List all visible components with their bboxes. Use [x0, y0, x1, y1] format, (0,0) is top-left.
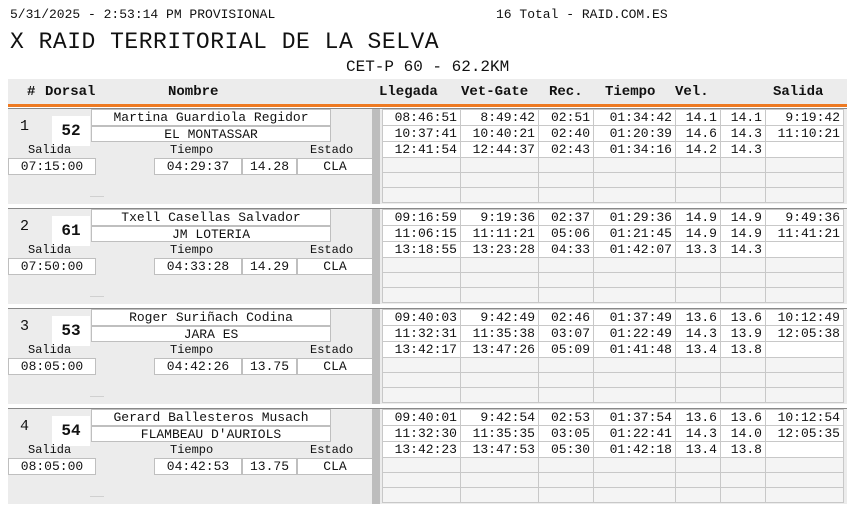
col-nombre: Nombre: [168, 84, 219, 100]
rider-name: Roger Suriñach Codina: [91, 309, 331, 326]
table-cell: [766, 188, 844, 203]
table-cell: 11:41:21: [766, 226, 844, 242]
table-cell: 01:29:36: [594, 210, 676, 226]
rider-block: [8, 408, 847, 504]
loop-table: [382, 409, 844, 503]
table-cell: [461, 188, 539, 203]
average-speed: 13.75: [242, 358, 297, 375]
rider-name: Txell Casellas Salvador: [91, 209, 331, 226]
table-cell: [539, 173, 594, 188]
table-cell: 01:37:54: [594, 410, 676, 426]
table-cell: 9:42:54: [461, 410, 539, 426]
table-cell: 13.6: [676, 310, 721, 326]
dorsal-number: 53: [52, 316, 90, 346]
table-cell: [676, 473, 721, 488]
table-cell: [461, 388, 539, 403]
table-row: [383, 258, 844, 273]
table-cell: [721, 158, 766, 173]
table-row: [383, 142, 844, 158]
table-cell: [383, 258, 461, 273]
column-separator: [372, 309, 380, 404]
tiempo-label: Tiempo: [170, 143, 214, 157]
table-cell: [539, 373, 594, 388]
table-cell: [766, 258, 844, 273]
table-cell: [383, 388, 461, 403]
table-cell: [766, 158, 844, 173]
col-salida: Salida: [773, 84, 824, 100]
col-rec: Rec.: [549, 84, 583, 100]
table-cell: [766, 142, 844, 158]
position: 4: [20, 418, 30, 435]
table-cell: [594, 273, 676, 288]
table-cell: [461, 288, 539, 303]
table-row: [383, 358, 844, 373]
table-cell: [766, 273, 844, 288]
table-cell: [676, 158, 721, 173]
table-cell: [766, 442, 844, 458]
table-cell: [766, 473, 844, 488]
start-time: 07:15:00: [8, 158, 96, 175]
table-cell: 09:40:01: [383, 410, 461, 426]
table-cell: [539, 258, 594, 273]
table-cell: [676, 458, 721, 473]
status-value: CLA: [297, 258, 373, 275]
total-time: 04:42:53: [154, 458, 242, 475]
table-row: [383, 326, 844, 342]
table-cell: [383, 358, 461, 373]
table-row: [383, 126, 844, 142]
status-value: CLA: [297, 158, 373, 175]
table-cell: [383, 373, 461, 388]
table-row: [383, 388, 844, 403]
table-cell: 09:40:03: [383, 310, 461, 326]
table-cell: [461, 258, 539, 273]
table-cell: [721, 258, 766, 273]
team-name: JM LOTERIA: [91, 226, 331, 242]
loop-table: [382, 209, 844, 303]
salida-label: Salida: [28, 143, 72, 157]
table-cell: 8:49:42: [461, 110, 539, 126]
table-cell: 14.3: [721, 126, 766, 142]
table-cell: [721, 273, 766, 288]
position: 2: [20, 218, 30, 235]
dorsal-number: 61: [52, 216, 90, 246]
table-cell: [766, 458, 844, 473]
table-cell: [676, 358, 721, 373]
block-tick: [90, 396, 104, 397]
table-row: [383, 158, 844, 173]
table-cell: 13:47:26: [461, 342, 539, 358]
table-cell: 14.9: [721, 226, 766, 242]
table-cell: [461, 473, 539, 488]
salida-label: Salida: [28, 243, 72, 257]
table-cell: [766, 173, 844, 188]
average-speed: 14.28: [242, 158, 297, 175]
table-cell: 02:53: [539, 410, 594, 426]
table-cell: 13:23:28: [461, 242, 539, 258]
table-cell: 11:10:21: [766, 126, 844, 142]
position: 3: [20, 318, 30, 335]
estado-label: Estado: [310, 343, 354, 357]
rider-block: [8, 308, 847, 404]
table-cell: 14.3: [676, 426, 721, 442]
salida-label: Salida: [28, 343, 72, 357]
table-cell: 12:05:35: [766, 426, 844, 442]
table-row: [383, 373, 844, 388]
table-cell: [383, 288, 461, 303]
table-cell: [461, 358, 539, 373]
table-cell: 13:42:17: [383, 342, 461, 358]
rider-block: [8, 208, 847, 304]
table-cell: [594, 288, 676, 303]
table-cell: [721, 358, 766, 373]
table-cell: [461, 373, 539, 388]
table-row: [383, 442, 844, 458]
table-cell: [539, 458, 594, 473]
table-cell: [539, 488, 594, 503]
table-cell: 13.6: [721, 410, 766, 426]
table-cell: [676, 258, 721, 273]
page-title: X RAID TERRITORIAL DE LA SELVA: [10, 29, 440, 55]
table-cell: 01:22:41: [594, 426, 676, 442]
table-cell: [594, 173, 676, 188]
table-cell: [721, 388, 766, 403]
rider-name: Martina Guardiola Regidor: [91, 109, 331, 126]
col-vel: Vel.: [675, 84, 709, 100]
table-cell: [676, 288, 721, 303]
table-cell: [383, 158, 461, 173]
status-value: CLA: [297, 458, 373, 475]
table-cell: 02:40: [539, 126, 594, 142]
table-cell: [539, 273, 594, 288]
table-cell: [539, 388, 594, 403]
table-cell: [594, 188, 676, 203]
table-cell: [676, 373, 721, 388]
table-row: [383, 242, 844, 258]
table-cell: 13.8: [721, 342, 766, 358]
table-cell: [383, 273, 461, 288]
table-cell: 9:49:36: [766, 210, 844, 226]
table-row: [383, 110, 844, 126]
table-cell: 05:06: [539, 226, 594, 242]
table-cell: 13:47:53: [461, 442, 539, 458]
table-cell: [721, 473, 766, 488]
table-row: [383, 310, 844, 326]
table-cell: [594, 158, 676, 173]
table-cell: [383, 458, 461, 473]
table-row: [383, 342, 844, 358]
table-cell: 13:42:23: [383, 442, 461, 458]
tiempo-label: Tiempo: [170, 443, 214, 457]
table-cell: [594, 473, 676, 488]
table-row: [383, 273, 844, 288]
table-cell: 13.4: [676, 342, 721, 358]
table-cell: 11:35:38: [461, 326, 539, 342]
table-cell: [766, 358, 844, 373]
table-cell: [383, 188, 461, 203]
tiempo-label: Tiempo: [170, 343, 214, 357]
table-cell: 13.4: [676, 442, 721, 458]
table-cell: [383, 488, 461, 503]
rider-block: [8, 108, 847, 204]
table-cell: [594, 488, 676, 503]
table-cell: [594, 388, 676, 403]
table-cell: 9:42:49: [461, 310, 539, 326]
table-cell: 9:19:36: [461, 210, 539, 226]
table-cell: 14.0: [721, 426, 766, 442]
block-tick: [90, 196, 104, 197]
table-cell: 10:12:54: [766, 410, 844, 426]
table-cell: 14.3: [721, 142, 766, 158]
table-cell: [766, 388, 844, 403]
start-time: 07:50:00: [8, 258, 96, 275]
table-cell: [539, 288, 594, 303]
table-cell: [766, 342, 844, 358]
table-cell: 11:11:21: [461, 226, 539, 242]
estado-label: Estado: [310, 443, 354, 457]
rider-name: Gerard Ballesteros Musach: [91, 409, 331, 426]
table-cell: [721, 488, 766, 503]
table-cell: 12:05:38: [766, 326, 844, 342]
table-cell: [676, 173, 721, 188]
table-cell: [383, 173, 461, 188]
table-cell: 14.1: [676, 110, 721, 126]
table-cell: 03:05: [539, 426, 594, 442]
table-row: [383, 410, 844, 426]
table-cell: 09:16:59: [383, 210, 461, 226]
table-cell: 11:35:35: [461, 426, 539, 442]
table-cell: 02:43: [539, 142, 594, 158]
table-cell: 04:33: [539, 242, 594, 258]
col-llegada: Llegada: [379, 84, 438, 100]
block-tick: [90, 296, 104, 297]
table-cell: [539, 188, 594, 203]
table-cell: [766, 288, 844, 303]
col-dorsal: Dorsal: [45, 84, 96, 100]
table-cell: 01:41:48: [594, 342, 676, 358]
dorsal-number: 54: [52, 416, 90, 446]
table-cell: 08:46:51: [383, 110, 461, 126]
table-cell: 11:32:30: [383, 426, 461, 442]
table-cell: 9:19:42: [766, 110, 844, 126]
col-vetgate: Vet-Gate: [461, 84, 529, 100]
table-cell: 14.1: [721, 110, 766, 126]
table-cell: 02:51: [539, 110, 594, 126]
table-row: [383, 458, 844, 473]
table-cell: [676, 273, 721, 288]
table-cell: 11:32:31: [383, 326, 461, 342]
table-cell: [383, 473, 461, 488]
table-cell: 13.6: [676, 410, 721, 426]
block-tick: [90, 496, 104, 497]
table-cell: [461, 273, 539, 288]
team-name: EL MONTASSAR: [91, 126, 331, 142]
table-cell: [721, 458, 766, 473]
column-separator: [372, 209, 380, 304]
table-cell: [721, 288, 766, 303]
table-cell: 01:37:49: [594, 310, 676, 326]
total-time: 04:33:28: [154, 258, 242, 275]
table-cell: 01:34:42: [594, 110, 676, 126]
category-subtitle: CET-P 60 - 62.2KM: [346, 58, 510, 76]
position: 1: [20, 118, 30, 135]
table-cell: [721, 188, 766, 203]
table-row: [383, 173, 844, 188]
table-cell: [594, 258, 676, 273]
table-cell: [539, 473, 594, 488]
total-count: 16 Total - RAID.COM.ES: [496, 7, 668, 22]
table-cell: [594, 358, 676, 373]
table-cell: 01:22:49: [594, 326, 676, 342]
column-separator: [372, 109, 380, 204]
table-cell: [594, 458, 676, 473]
table-cell: 13.8: [721, 442, 766, 458]
table-cell: [676, 188, 721, 203]
total-time: 04:42:26: [154, 358, 242, 375]
table-cell: 14.9: [676, 210, 721, 226]
table-cell: 10:12:49: [766, 310, 844, 326]
table-cell: 01:42:07: [594, 242, 676, 258]
loop-table: [382, 109, 844, 203]
total-time: 04:29:37: [154, 158, 242, 175]
table-cell: 14.2: [676, 142, 721, 158]
status-value: CLA: [297, 358, 373, 375]
table-row: [383, 473, 844, 488]
table-cell: [766, 373, 844, 388]
table-cell: [461, 158, 539, 173]
start-time: 08:05:00: [8, 458, 96, 475]
table-row: [383, 210, 844, 226]
table-cell: 12:41:54: [383, 142, 461, 158]
table-cell: 10:40:21: [461, 126, 539, 142]
table-cell: 12:44:37: [461, 142, 539, 158]
dorsal-number: 52: [52, 116, 90, 146]
salida-label: Salida: [28, 443, 72, 457]
table-cell: 10:37:41: [383, 126, 461, 142]
table-cell: 11:06:15: [383, 226, 461, 242]
table-cell: 13.6: [721, 310, 766, 326]
table-row: [383, 288, 844, 303]
table-cell: 13.3: [676, 242, 721, 258]
table-cell: [721, 173, 766, 188]
table-row: [383, 226, 844, 242]
table-cell: 02:46: [539, 310, 594, 326]
loop-table: [382, 309, 844, 403]
table-cell: [676, 388, 721, 403]
table-cell: 05:09: [539, 342, 594, 358]
table-cell: 01:42:18: [594, 442, 676, 458]
table-cell: [594, 373, 676, 388]
table-cell: [461, 173, 539, 188]
report-timestamp: 5/31/2025 - 2:53:14 PM PROVISIONAL: [10, 7, 276, 22]
table-cell: [766, 242, 844, 258]
table-cell: [721, 373, 766, 388]
start-time: 08:05:00: [8, 358, 96, 375]
table-cell: 13:18:55: [383, 242, 461, 258]
average-speed: 14.29: [242, 258, 297, 275]
table-cell: 03:07: [539, 326, 594, 342]
col-num: #: [27, 84, 36, 100]
table-cell: 02:37: [539, 210, 594, 226]
table-cell: 14.3: [676, 326, 721, 342]
header-divider: [8, 104, 847, 107]
col-tiempo: Tiempo: [605, 84, 656, 100]
table-cell: 05:30: [539, 442, 594, 458]
table-cell: 01:20:39: [594, 126, 676, 142]
tiempo-label: Tiempo: [170, 243, 214, 257]
average-speed: 13.75: [242, 458, 297, 475]
table-cell: 14.9: [676, 226, 721, 242]
team-name: FLAMBEAU D'AURIOLS: [91, 426, 331, 442]
table-cell: 01:34:16: [594, 142, 676, 158]
table-cell: [766, 488, 844, 503]
table-row: [383, 188, 844, 203]
table-cell: [539, 358, 594, 373]
column-header-bar: [8, 79, 847, 104]
table-row: [383, 488, 844, 503]
column-separator: [372, 409, 380, 504]
table-row: [383, 426, 844, 442]
table-cell: [539, 158, 594, 173]
table-cell: 13.9: [721, 326, 766, 342]
table-cell: [676, 488, 721, 503]
table-cell: 01:21:45: [594, 226, 676, 242]
table-cell: [461, 488, 539, 503]
table-cell: [461, 458, 539, 473]
estado-label: Estado: [310, 243, 354, 257]
team-name: JARA ES: [91, 326, 331, 342]
estado-label: Estado: [310, 143, 354, 157]
table-cell: 14.6: [676, 126, 721, 142]
table-cell: 14.9: [721, 210, 766, 226]
table-cell: 14.3: [721, 242, 766, 258]
